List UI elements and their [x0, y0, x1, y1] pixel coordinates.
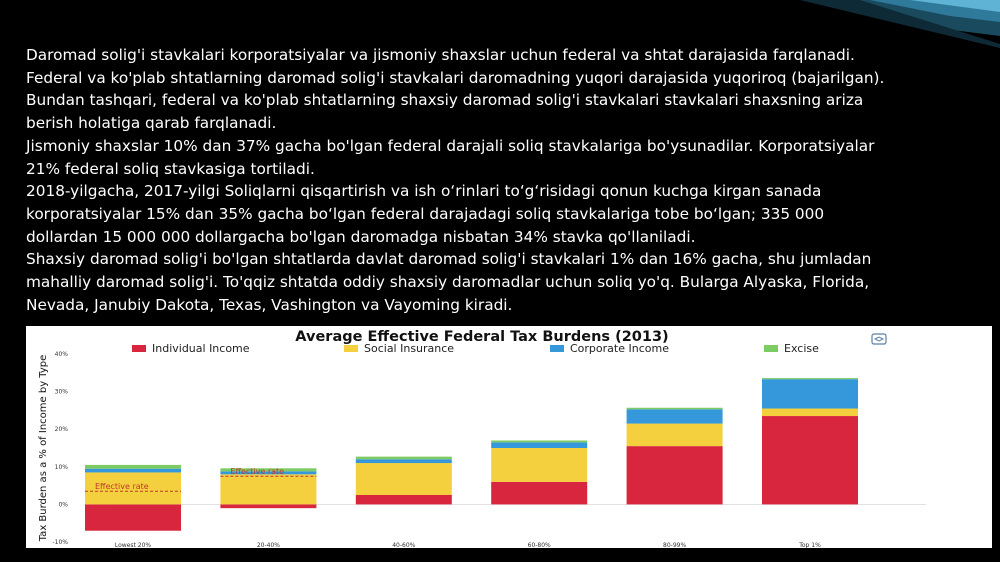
- legend-swatch-corporate: [550, 345, 564, 352]
- text-line: Nevada, Janubiy Dakota, Texas, Vashington va Vayoming kiradi.: [26, 295, 513, 314]
- legend-swatch-individual: [132, 345, 146, 352]
- text-line: Daromad solig'i stavkalari korporatsiyalar va jismoniy shaxslar uchun federal va shtat darajasida farqlanadi.: [26, 46, 855, 64]
- bar-segment-individual: [627, 446, 723, 504]
- bar-segment-excise: [491, 440, 587, 442]
- tax-burden-chart: [26, 326, 992, 548]
- chart-bars: [85, 378, 858, 548]
- share-icon[interactable]: [872, 334, 886, 344]
- y-tick-label: 10%: [54, 463, 68, 471]
- bar-segment-corporate: [85, 469, 181, 473]
- y-tick-label: 0%: [58, 501, 68, 509]
- legend-swatch-social: [344, 345, 358, 352]
- bar-segment-excise: [627, 408, 723, 410]
- legend-swatch-excise: [764, 345, 778, 352]
- bar-segment-social: [220, 474, 316, 504]
- text-line: mahalliy daromad solig'i. To'qqiz shtatda oddiy shaxsiy daromadlar uchun soliq yo'q. Bularga Alyaska, Florida,: [26, 273, 870, 292]
- y-axis-label: Tax Burden as a % of Income by Type: [38, 354, 49, 542]
- text-line: Jismoniy shaxslar 10% dan 37% gacha bo'lgan federal darajali soliq stavkalariga bo'ysunadilar. Korporatsiyalar: [26, 136, 875, 155]
- x-tick-label: Lowest 20%: [114, 542, 152, 548]
- chart-title: Average Effective Federal Tax Burdens (2013): [295, 329, 669, 345]
- chart-panel: [26, 326, 992, 548]
- y-tick-label: 20%: [54, 426, 68, 434]
- x-tick-label: 20-40%: [256, 542, 280, 548]
- bar-segment-individual: [85, 504, 181, 530]
- bar-segment-individual: [220, 504, 316, 508]
- text-line: dollardan 15 000 000 dollargacha bo'lgan daromadga nisbatan 34% stavka qo'llaniladi.: [26, 227, 696, 246]
- effective-rate-label: Effective rate: [230, 467, 285, 477]
- body-text: [26, 44, 996, 316]
- text-line: Federal va ko'plab shtatlarning daromad solig'i stavkalari daromadning yuqori darajasida yuqoriroq (bajarilgan).: [26, 68, 885, 87]
- y-tick-label: -10%: [52, 539, 68, 546]
- bar-segment-corporate: [491, 442, 587, 448]
- bar-segment-social: [627, 424, 723, 447]
- x-tick-label: 40-60%: [392, 542, 416, 548]
- text-line: korporatsiyalar 15% dan 35% gacha bo‘lgan federal darajadagi soliq stavkalariga tobe bo‘lgan; 335 000: [26, 204, 825, 223]
- y-tick-label: 40%: [54, 351, 68, 358]
- bar-segment-individual: [491, 482, 587, 505]
- text-line: Shaxsiy daromad solig'i bo'lgan shtatlarda davlat daromad solig'i stavkalari 1% dan 16% gacha, shu jumladan: [26, 250, 872, 269]
- text-line: 2018-yilgacha, 2017-yilgi Soliqlarni qisqartirish va ish o‘rinlari to‘g‘risidagi qonun kuchga kirgan sanada: [26, 182, 822, 201]
- y-tick-label: 30%: [54, 388, 68, 396]
- legend-label-individual: Individual Income: [152, 342, 250, 355]
- x-tick-label: 60-80%: [527, 542, 551, 548]
- bar-segment-individual: [356, 495, 452, 504]
- text-line: Bundan tashqari, federal va ko'plab shtatlarning shaxsiy daromad solig'i stavkalari stavkalari shaxsning ariza: [26, 91, 864, 110]
- bar-segment-individual: [762, 416, 858, 504]
- bar-segment-excise: [356, 457, 452, 460]
- bar-segment-social: [762, 409, 858, 417]
- bar-segment-excise: [85, 465, 181, 469]
- text-line: berish holatiga qarab farqlanadi.: [26, 114, 277, 133]
- bar-segment-excise: [762, 378, 858, 379]
- x-tick-label: Top 1%: [799, 542, 821, 548]
- effective-rate-label: Effective rate: [95, 482, 149, 492]
- legend-label-excise: Excise: [784, 342, 819, 355]
- bar-segment-corporate: [356, 459, 452, 463]
- bar-segment-social: [491, 448, 587, 482]
- legend-label-corporate: Corporate Income: [570, 342, 669, 355]
- text-line: 21% federal soliq stavkasiga tortiladi.: [26, 159, 315, 178]
- bar-segment-corporate: [762, 379, 858, 408]
- bar-segment-social: [356, 463, 452, 495]
- bar-segment-corporate: [627, 409, 723, 423]
- legend-label-social: Social Insurance: [364, 342, 455, 355]
- x-tick-label: 80-99%: [663, 542, 687, 548]
